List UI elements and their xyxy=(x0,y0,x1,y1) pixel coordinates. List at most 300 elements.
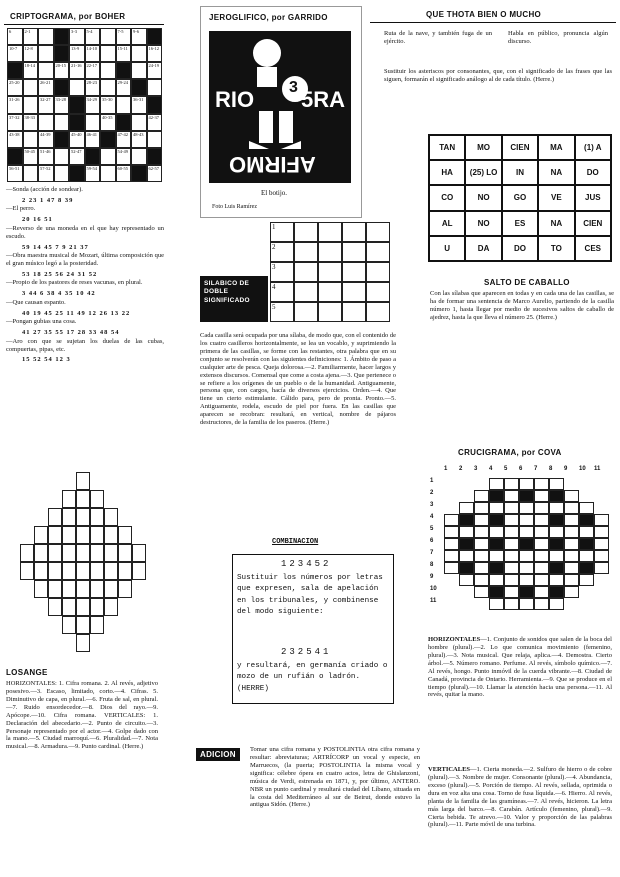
cruci-cell xyxy=(564,562,579,574)
cripto-cell: 60-55 xyxy=(116,165,132,182)
losange-cell xyxy=(48,580,62,598)
cruci-cell xyxy=(579,538,594,550)
losange-cell xyxy=(90,580,104,598)
cripto-cell: 54-49 xyxy=(116,148,132,165)
cruci-cell xyxy=(444,538,459,550)
losange-cell xyxy=(76,508,90,526)
cripto-cell: 32-27 xyxy=(38,96,54,113)
cruci-cell xyxy=(534,550,549,562)
cripto-cell: 56-51 xyxy=(7,165,23,182)
combinacion-section xyxy=(228,534,396,718)
losange-cell xyxy=(132,562,146,580)
cruci-cell xyxy=(534,586,549,598)
losange-cell xyxy=(104,598,118,616)
cripto-cell xyxy=(116,62,132,79)
jeroglifico-picture xyxy=(209,31,351,183)
que-thota-instructions: Sustituir los asteriscos por consonantes, que, con el significado de las frases que las siguen, formarán el significado análogo al de cada título. (Herre.) xyxy=(384,68,612,83)
losange-cell xyxy=(118,526,132,544)
silabico-cell xyxy=(318,262,342,282)
cripto-cell: 29-24 xyxy=(116,79,132,96)
cruci-cell xyxy=(534,490,549,502)
cruci-cell xyxy=(489,538,504,550)
que-thota-left: Ruta de la nave, y también fuga de un ejército. xyxy=(384,30,492,45)
losange-cell xyxy=(76,490,90,508)
cripto-cell: 2-1 xyxy=(23,28,39,45)
cruci-cell xyxy=(549,586,564,598)
cruci-col-number: 4 xyxy=(489,466,493,472)
losange-cell xyxy=(132,544,146,562)
salto-cell: CES xyxy=(575,236,611,261)
losange-cell xyxy=(76,580,90,598)
cruci-cell xyxy=(519,586,534,598)
losange-cell xyxy=(62,526,76,544)
cripto-cell: 31-26 xyxy=(7,96,23,113)
silabico-cell xyxy=(294,282,318,302)
combinacion-numbers-2: 232541 xyxy=(281,647,332,657)
losange-cell xyxy=(104,526,118,544)
cripto-cell: 44-39 xyxy=(38,131,54,148)
cripto-cell xyxy=(131,62,147,79)
cruci-cell xyxy=(579,514,594,526)
salto-caballo-title: SALTO DE CABALLO xyxy=(484,278,570,287)
cruci-cell xyxy=(489,490,504,502)
cruci-cell xyxy=(534,478,549,490)
cripto-cell: 22-17 xyxy=(85,62,101,79)
cruci-row-number: 11 xyxy=(430,598,437,604)
cripto-cell xyxy=(23,131,39,148)
cruci-row-number: 9 xyxy=(430,574,434,580)
cripto-cell xyxy=(69,79,85,96)
losange-diamond-grid xyxy=(8,472,158,662)
cruci-cell xyxy=(564,502,579,514)
cruci-cell xyxy=(594,514,609,526)
silabico-cell xyxy=(342,242,366,262)
silabico-cell xyxy=(366,302,390,322)
crucigrama-title: CRUCIGRAMA, por COVA xyxy=(458,448,562,457)
cripto-cell: 13-9 xyxy=(69,45,85,62)
losange-cell xyxy=(62,598,76,616)
verticales-text: —1. Cierta moneda.—2. Sulfuro de hierro o de cobre (plural).—3. Nombre de mujer. Consonante (plural).—4. Abundancia, exceso (plural).—5. Porción de tiempo. Al revés, sellada, oprimida o dura en voz alta una cosa. Torno de fusa líquida.—6. Hierro. Al revés, planta de la familia de las gramíneas.—7. Al revés, hicieron. La letra más larga del barco.—8. Carabán. Artículo (femenino, plural).—9. Cierta bebida. Te atrevo.—10. Valor y proporción de las palabras (plural).—11. Parte móvil de una turbina. xyxy=(428,766,612,829)
losange-title: LOSANGE xyxy=(6,668,48,677)
combinacion-text-2: y resultará, en germanía criado o mozo de un rufián o ladrón. (HERRE) xyxy=(237,662,388,693)
salto-cell: MA xyxy=(538,135,574,160)
cripto-cell xyxy=(131,114,147,131)
cruci-cell xyxy=(459,574,474,586)
losange-cell xyxy=(62,562,76,580)
cruci-col-number: 1 xyxy=(444,466,448,472)
cripto-cell: 24-19 xyxy=(147,62,163,79)
cruci-cell xyxy=(459,550,474,562)
crucigrama-verticales xyxy=(428,766,612,829)
cruci-cell xyxy=(489,574,504,586)
cruci-cell xyxy=(444,550,459,562)
combinacion-text: Sustituir los números por letras que expresen, sala de apelación en los tribunales, y combinense del modo siguiente: xyxy=(237,574,383,617)
salto-cell: TAN xyxy=(429,135,465,160)
crucigrama-grid xyxy=(444,478,610,614)
silabico-cell: 4 xyxy=(270,282,294,302)
cruci-cell xyxy=(504,490,519,502)
criptograma-title: CRIPTOGRAMA, por BOHER xyxy=(10,12,126,21)
cripto-cell: 62-57 xyxy=(147,165,163,182)
cripto-cell xyxy=(23,96,39,113)
cruci-cell xyxy=(564,490,579,502)
cripto-cell xyxy=(147,131,163,148)
cripto-clue-text: —Sonda (acción de sondear). xyxy=(6,186,83,193)
cruci-cell xyxy=(549,562,564,574)
cripto-cell xyxy=(100,165,116,182)
criptograma-section xyxy=(4,6,164,476)
salto-cell: DO xyxy=(575,160,611,185)
cruci-cell xyxy=(579,550,594,562)
cruci-cell xyxy=(474,538,489,550)
silabico-cell xyxy=(294,302,318,322)
que-thota-title: QUE THOTA BIEN O MUCHO xyxy=(426,10,542,19)
cripto-cell: 18-14 xyxy=(23,62,39,79)
jeroglifico-caption: El botijo. xyxy=(261,189,288,197)
cruci-col-number: 3 xyxy=(474,466,478,472)
cruci-cell xyxy=(549,514,564,526)
salto-cell: VE xyxy=(538,185,574,210)
cruci-col-number: 10 xyxy=(579,466,586,472)
cripto-cell xyxy=(147,28,163,45)
cruci-cell xyxy=(549,538,564,550)
losange-cell xyxy=(76,544,90,562)
cruci-cell xyxy=(519,550,534,562)
cruci-row-number: 7 xyxy=(430,550,434,556)
cripto-cell xyxy=(7,62,23,79)
losange-cell xyxy=(62,508,76,526)
losange-cell xyxy=(48,562,62,580)
losange-cell xyxy=(90,598,104,616)
cripto-cell xyxy=(131,79,147,96)
cripto-clue-numbers: 41 27 35 55 17 28 33 48 54 xyxy=(22,329,120,337)
cruci-cell xyxy=(534,538,549,550)
losange-cell xyxy=(76,598,90,616)
cruci-cell xyxy=(564,550,579,562)
losange-cell xyxy=(104,562,118,580)
cruci-cell xyxy=(519,478,534,490)
cripto-clue-numbers: 53 18 25 56 24 31 52 xyxy=(22,270,98,278)
cruci-cell xyxy=(474,574,489,586)
losange-cell xyxy=(34,562,48,580)
cruci-cell xyxy=(549,478,564,490)
salto-cell: NO xyxy=(465,185,501,210)
cripto-cell: 43-38 xyxy=(7,131,23,148)
crucigrama-column-numbers xyxy=(444,466,610,476)
jeroglifico-sign-left: RIO xyxy=(215,87,255,112)
cruci-cell xyxy=(489,586,504,598)
cripto-cell xyxy=(100,79,116,96)
jeroglifico-title: JEROGLIFICO, por GARRIDO xyxy=(209,13,328,22)
cripto-clue-numbers: 15 52 54 12 3 xyxy=(22,356,71,364)
cripto-cell: 3-3 xyxy=(69,28,85,45)
cripto-cell: 37-32 xyxy=(7,114,23,131)
cripto-cell: 52-47 xyxy=(69,148,85,165)
cruci-cell xyxy=(534,574,549,586)
cripto-cell xyxy=(38,28,54,45)
losange-cell xyxy=(118,580,132,598)
cruci-col-number: 9 xyxy=(564,466,568,472)
salto-cell: IN xyxy=(502,160,538,185)
cripto-cell xyxy=(23,165,39,182)
losange-cell xyxy=(76,562,90,580)
cripto-cell: 51-46 xyxy=(38,148,54,165)
cruci-cell xyxy=(564,574,579,586)
losange-cell xyxy=(62,544,76,562)
silabico-cell xyxy=(294,242,318,262)
cripto-cell xyxy=(7,148,23,165)
losange-cell xyxy=(48,598,62,616)
cripto-cell: 50-45 xyxy=(23,148,39,165)
silabico-cell xyxy=(318,242,342,262)
cripto-cell: 28-23 xyxy=(85,79,101,96)
silabico-cell xyxy=(342,302,366,322)
cripto-clue-text: —Aro con que se sujetan los duelas de las cubas, compuertas, pipas, etc. xyxy=(6,337,164,353)
cripto-cell xyxy=(100,45,116,62)
crucigrama-horizontales xyxy=(428,636,612,699)
cruci-cell xyxy=(489,502,504,514)
cripto-cell: 16-12 xyxy=(147,45,163,62)
cripto-cell xyxy=(85,148,101,165)
criptograma-clues xyxy=(6,186,164,365)
silabico-cell xyxy=(366,242,390,262)
silabico-grid xyxy=(270,222,398,328)
losange-cell xyxy=(76,526,90,544)
cripto-cell xyxy=(100,28,116,45)
cripto-cell: 5-4 xyxy=(85,28,101,45)
cripto-clue-text: —Que causan espanto. xyxy=(6,298,66,306)
salto-cell: DO xyxy=(502,236,538,261)
losange-cell xyxy=(90,490,104,508)
cruci-cell xyxy=(489,598,504,610)
cripto-cell xyxy=(54,28,70,45)
cripto-clue-numbers: 20 16 51 xyxy=(22,216,53,224)
silabico-title-box xyxy=(200,276,268,322)
losange-cell xyxy=(48,526,62,544)
salto-cell: (1) A xyxy=(575,135,611,160)
losange-cell xyxy=(90,508,104,526)
losange-cell xyxy=(76,472,90,490)
cruci-cell xyxy=(504,574,519,586)
cripto-cell xyxy=(131,148,147,165)
cruci-cell xyxy=(504,598,519,610)
silabico-cell xyxy=(342,262,366,282)
cruci-cell xyxy=(474,514,489,526)
silabico-cell: 1 xyxy=(270,222,294,242)
jeroglifico-bottom-word: AFIRMO xyxy=(229,152,316,177)
losange-text: HORIZONTALES: 1. Cifra romana. 2. Al revés, adjetivo posesivo.—3. Escaso, limitado, corto.—4. Cifras. 5. Diminutivo de capa, en plural.—6. Fruta de sal, en plural.—7. Ruido ensordecedor.—8. Dios del rayo.—9. Apócope.—10. Cifra romana. VERTICALES: 1. Declaración del abecedario.—2. Punto de circuito.—3. Personaje representado por el actor.—4. Golpe dado con la mano.—5. Ciudad marroquí.—6. Pluralidad.—7. Nota musical.—8. Armadura.—9. Punto cardinal. (Herre.) xyxy=(6,680,158,751)
cruci-col-number: 7 xyxy=(534,466,538,472)
losange-cell xyxy=(90,526,104,544)
cruci-cell xyxy=(549,550,564,562)
silabico-cell xyxy=(342,282,366,302)
cruci-cell xyxy=(474,526,489,538)
cripto-clue-numbers: 2 23 1 47 8 39 xyxy=(22,196,74,204)
cruci-cell xyxy=(489,526,504,538)
cruci-row-number: 4 xyxy=(430,514,434,520)
cripto-cell xyxy=(147,79,163,96)
cripto-cell: 33-28 xyxy=(54,96,70,113)
cripto-cell xyxy=(54,131,70,148)
salto-cell: AL xyxy=(429,211,465,236)
cruci-cell xyxy=(594,526,609,538)
salto-cell: MO xyxy=(465,135,501,160)
cripto-clue-text: —Obra maestra musical de Mozart, última composición que el gran músico legó a la posteridad. xyxy=(6,252,164,268)
cruci-cell xyxy=(594,562,609,574)
cripto-cell xyxy=(69,96,85,113)
cripto-cell: 10-7 xyxy=(7,45,23,62)
cruci-cell xyxy=(519,562,534,574)
cruci-cell xyxy=(504,550,519,562)
cruci-cell xyxy=(519,526,534,538)
losange-cell xyxy=(104,508,118,526)
losange-cell xyxy=(90,616,104,634)
cruci-cell xyxy=(474,562,489,574)
horizontales-text: —1. Conjunto de sonidos que salen de la boca del hombre (plural).—2. Lo que comunica movimiento (femenino, plural).—3. Nota musical. Que relaja, aplica.—4. Demostra. Cierto árbol.—5. Número romano. Perfume. Al revés, símbolo químico.—7. Al revés, hongo. Punto inmóvil de la cuerda vibrante.—8. Ciudad de Canadá, provincia de Ontario. Herramienta.—9. Que se produce en el tiempo (plural).—10. Llamar la atención hacia una persona.—11. Al revés, quitar la mano. xyxy=(428,636,612,699)
jeroglifico-sign-right: 5RA xyxy=(301,87,346,112)
silabico-cell xyxy=(366,222,390,242)
cripto-cell: 57-52 xyxy=(38,165,54,182)
losange-cell xyxy=(20,544,34,562)
horizontales-label: HORIZONTALES xyxy=(428,636,481,643)
cripto-clue-text: —Pongan gubias una cosa. xyxy=(6,318,77,326)
cruci-cell xyxy=(489,514,504,526)
silabico-cell xyxy=(318,302,342,322)
silabico-cell xyxy=(366,282,390,302)
adicion-text: Tomar una cifra romana y POSTOLINTIA otra cifra romana y resultar: abreviaturas; ARTRÍCORP un vocal y especie, en Marruecos, (la puerta; POSTOLINTIA la misma vocal y significa: célebre ópera en cuatro actos, letra de Ghislanzoni, música de Verdi, estrenada en 1871, y, por último, ANTERO. NBR un punto cardinal y resultará ciudad del Líbano, situada en la costa del Mediterráneo al sur de Beirut, donde estuvo la antigua Sidón. (Herre.) xyxy=(250,746,420,809)
silabico-cell xyxy=(294,222,318,242)
combinacion-box xyxy=(232,554,394,704)
cruci-cell xyxy=(594,550,609,562)
que-thota-right: Habla en público, pronuncia algún discurso. xyxy=(508,30,608,45)
jeroglifico-section xyxy=(200,6,362,218)
losange-cell xyxy=(104,580,118,598)
cruci-row-number: 2 xyxy=(430,490,434,496)
cripto-clue-text: —Reverso de una moneda en el que hay representado un escudo. xyxy=(6,224,164,240)
cripto-clue-numbers: 40 19 45 25 11 49 12 26 13 22 xyxy=(22,309,131,317)
cruci-cell xyxy=(459,514,474,526)
cruci-cell xyxy=(564,514,579,526)
cruci-cell xyxy=(504,562,519,574)
silabico-cell xyxy=(366,262,390,282)
cripto-cell: 40-35 xyxy=(100,114,116,131)
cruci-cell xyxy=(489,550,504,562)
cruci-row-number: 6 xyxy=(430,538,434,544)
losange-cell xyxy=(62,490,76,508)
salto-cell: U xyxy=(429,236,465,261)
cripto-cell xyxy=(38,62,54,79)
silabico-cell xyxy=(318,222,342,242)
cruci-cell xyxy=(549,526,564,538)
cripto-cell: 48-43 xyxy=(131,131,147,148)
salto-cell: NA xyxy=(538,160,574,185)
adicion-title: ADICION xyxy=(196,748,240,761)
losange-cell xyxy=(76,634,90,652)
cripto-cell: 36-31 xyxy=(131,96,147,113)
criptograma-grid xyxy=(7,28,162,182)
losange-cell xyxy=(62,580,76,598)
combinacion-numbers: 123452 xyxy=(281,559,332,569)
cripto-cell: 12-8 xyxy=(23,45,39,62)
cripto-clue-text: —El perro. xyxy=(6,205,36,213)
losange-cell xyxy=(48,544,62,562)
combinacion-title: COMBINACION xyxy=(272,538,319,546)
cruci-cell xyxy=(534,514,549,526)
salto-cell: CIEN xyxy=(502,135,538,160)
silabico-section xyxy=(200,220,400,530)
cruci-col-number: 11 xyxy=(594,466,601,472)
cruci-row-number: 1 xyxy=(430,478,434,484)
cruci-col-number: 5 xyxy=(504,466,508,472)
salto-cell: CIEN xyxy=(575,211,611,236)
cruci-cell xyxy=(474,490,489,502)
losange-section xyxy=(4,468,164,868)
cripto-cell xyxy=(131,165,147,182)
cruci-cell xyxy=(519,538,534,550)
silabico-cell xyxy=(318,282,342,302)
salto-cell: JUS xyxy=(575,185,611,210)
losange-cell xyxy=(48,508,62,526)
salto-caballo-section xyxy=(424,128,616,338)
cripto-cell: 25-20 xyxy=(7,79,23,96)
salto-cell: (25) LO xyxy=(465,160,501,185)
jeroglifico-ball-number: 3 xyxy=(289,79,298,96)
cruci-row-number: 8 xyxy=(430,562,434,568)
cruci-cell xyxy=(474,502,489,514)
cruci-cell xyxy=(549,502,564,514)
cripto-cell xyxy=(100,148,116,165)
cripto-cell xyxy=(147,148,163,165)
cruci-cell xyxy=(504,478,519,490)
cruci-cell xyxy=(519,514,534,526)
crucigrama-section xyxy=(424,440,616,872)
cruci-cell xyxy=(474,586,489,598)
cruci-cell xyxy=(489,562,504,574)
photo-credit: Foto Luis Ramírez xyxy=(212,204,257,210)
cripto-cell xyxy=(54,148,70,165)
cruci-cell xyxy=(564,586,579,598)
cruci-col-number: 6 xyxy=(519,466,523,472)
cruci-row-number: 5 xyxy=(430,526,434,532)
salto-cell: TO xyxy=(538,236,574,261)
cruci-cell xyxy=(549,598,564,610)
cruci-cell xyxy=(459,538,474,550)
cruci-cell xyxy=(444,562,459,574)
cripto-cell xyxy=(69,114,85,131)
salto-cell: GO xyxy=(502,185,538,210)
cripto-cell xyxy=(38,45,54,62)
salto-caballo-grid xyxy=(428,134,612,262)
cruci-cell xyxy=(504,514,519,526)
cruci-cell xyxy=(459,502,474,514)
cripto-cell xyxy=(54,165,70,182)
cripto-cell xyxy=(23,79,39,96)
salto-caballo-text: Con las sílabas que aparecen en todas y en cada una de las casillas, se ha de formar una sentencia de Marco Aurelio, partiendo de la casilla número 1, hasta llegar por medio de sucesivos saltos de caballo de ajedrez, hasta la que lleva el número 25. (Herre.) xyxy=(430,290,614,321)
salto-cell: HA xyxy=(429,160,465,185)
cruci-cell xyxy=(519,574,534,586)
cripto-cell xyxy=(131,45,147,62)
cruci-cell xyxy=(579,526,594,538)
que-thota-section xyxy=(370,6,616,98)
cripto-cell: 9-6 xyxy=(131,28,147,45)
cripto-clue-numbers: 59 14 45 7 9 21 37 xyxy=(22,243,89,251)
salto-cell: NO xyxy=(465,211,501,236)
cripto-cell: 38-33 xyxy=(23,114,39,131)
cruci-row-number: 10 xyxy=(430,586,437,592)
silabico-cell: 5 xyxy=(270,302,294,322)
cripto-cell: 34-29 xyxy=(85,96,101,113)
cruci-cell xyxy=(579,574,594,586)
